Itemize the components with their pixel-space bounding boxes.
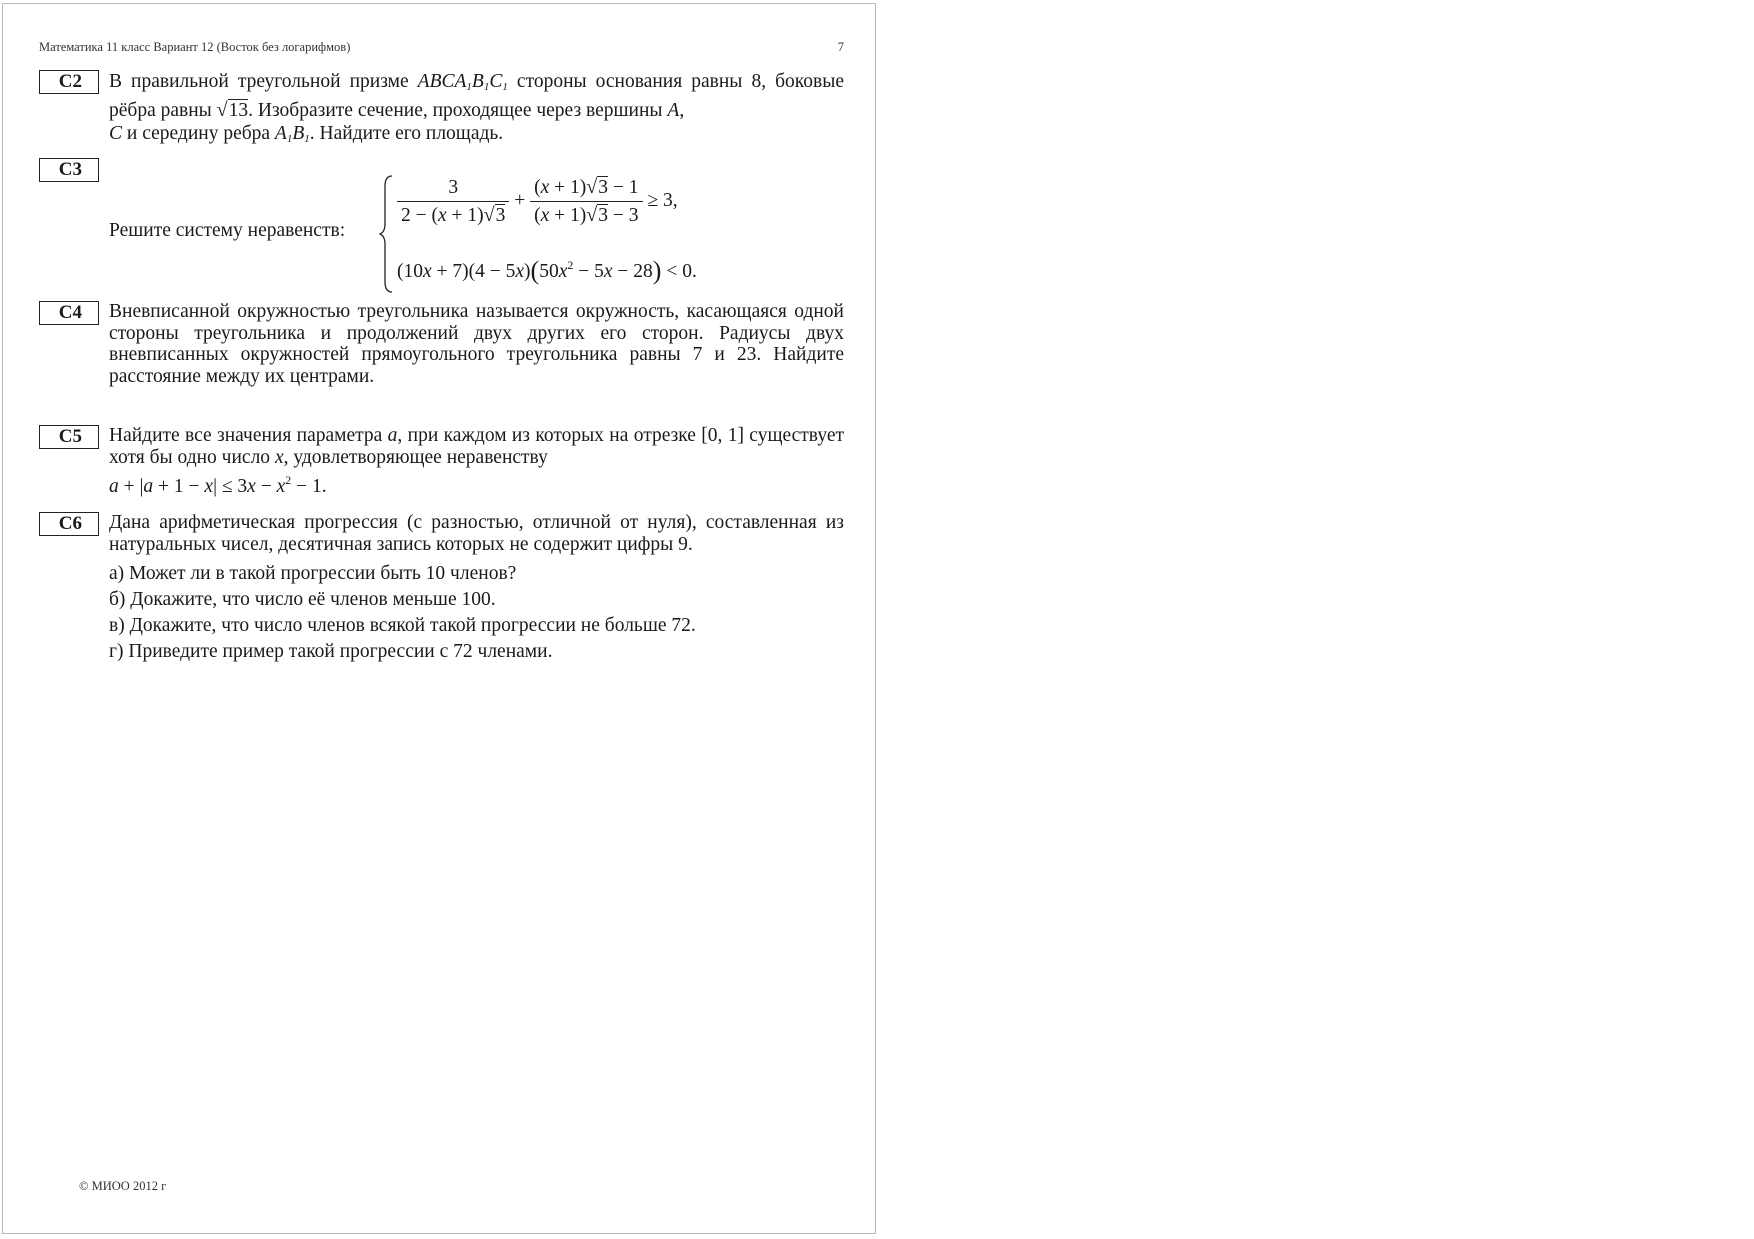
copyright-footer: © МИОО 2012 г (79, 1179, 167, 1193)
list-item: б) Докажите, что число её членов меньше 100. (109, 589, 496, 610)
task-c4 (39, 301, 844, 387)
task-label: C6 (39, 512, 99, 536)
task-c5 (39, 425, 844, 498)
task-c3 (39, 158, 844, 298)
page-number: 7 (837, 40, 844, 54)
inequality: $a + |a + 1 - x| \le 3x - x^2 - 1$. (109, 473, 327, 497)
prism-name: $ABCA_1B_1C_1$ (417, 71, 508, 93)
task-c6 (39, 512, 844, 665)
task-text: Вневписанной окружностью треугольника называется окружность, касающаяся одной стороны треугольника и продолжений двух других его сторон. Радиусы двух вневписанных окружностей прямоугольного треугольника равны 7 и 23. Найдите расстояние между их центрами. (109, 301, 844, 387)
task-label: C3 (39, 158, 99, 182)
task-label: C2 (39, 70, 99, 94)
task-label: C4 (39, 301, 99, 325)
task-c2 (39, 70, 844, 151)
exam-page (2, 3, 876, 1234)
task-label: C5 (39, 425, 99, 449)
edge-name: $A_1B_1$ (274, 123, 310, 145)
task-items (109, 561, 844, 665)
list-item: в) Докажите, что число членов всякой такой прогрессии не больше 72. (109, 615, 696, 636)
header-title: Математика 11 класс Вариант 12 (Восток без логарифмов) (39, 40, 351, 54)
task-text: В правильной треугольной призме $ABCA_1B_1C_1$ стороны основания равны 8, боковые рёбра равны √13. Изобразите сечение, проходящее через вершины A, C и середину ребра $A_1B_1$. Найдите его площадь. (109, 71, 844, 145)
list-item: а) Может ли в такой прогрессии быть 10 членов? (109, 563, 517, 584)
inequality-1: $\frac{3}{2 - (x + 1)√3}$ + $\frac{(x + 1)√3 - 1}{(x + 1)√3 - 3}$ ≥ 3, (397, 176, 678, 227)
inequality-system (109, 174, 844, 294)
list-item: г) Приведите пример такой прогрессии с 72 членами. (109, 641, 553, 662)
task-text: Дана арифметическая прогрессия (с разностью, отличной от нуля), составленная из натуральных чисел, десятичная запись которых не содержит цифры 9. (109, 512, 844, 555)
sqrt-value: 13 (228, 100, 249, 121)
system-brace (379, 174, 395, 294)
page-header (39, 40, 844, 55)
task-text: Найдите все значения параметра a, при каждом из которых на отрезке [0, 1] существует хотя бы одно число x, удовлетворяющее неравенству $a + |a + 1 - x| \le 3x - x^2 - 1$. (109, 425, 844, 497)
system-label: Решите систему неравенств: (109, 220, 346, 241)
inequality-2: $(10x + 7)(4 - 5x)(50x^2 - 5x - 28) < 0$. (397, 256, 697, 285)
